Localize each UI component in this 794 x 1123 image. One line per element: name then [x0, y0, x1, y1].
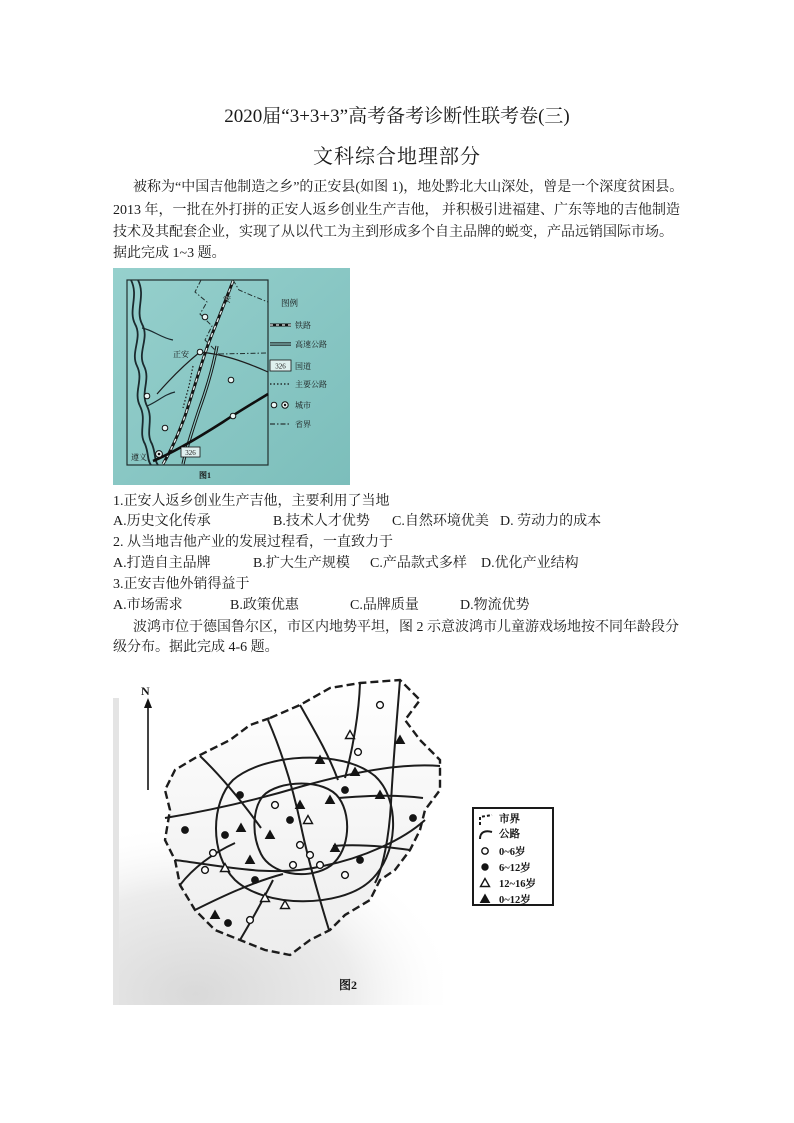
question-3-option-c: C.品牌质量 — [350, 598, 419, 613]
figure-2 — [113, 668, 560, 1005]
legend-age-0-6-marker — [482, 848, 488, 854]
map-background — [113, 268, 350, 485]
legend-age-0-12-label: 0~12岁 — [499, 895, 531, 906]
legend-national-road-badge-text: 326 — [275, 362, 286, 371]
marker-age-6-12 — [182, 827, 189, 834]
passage1-line: 2013 年，一批在外打拼的正安人返乡创业生产吉他， 并积极引进福建、广东等地的吉他制造 — [113, 203, 680, 218]
question-3-option-a: A.市场需求 — [113, 598, 183, 613]
label-an: 安 — [223, 295, 231, 304]
question-2-option-d: D.优化产业结构 — [481, 556, 579, 571]
legend-age-12-16-label: 12~16岁 — [499, 879, 536, 890]
question-2-option-a: A.打造自主品牌 — [113, 556, 211, 571]
question-3-stem: 3.正安吉他外销得益于 — [113, 577, 250, 592]
marker-age-6-12 — [357, 857, 364, 864]
legend-road-label: 公路 — [499, 829, 520, 840]
question-2-option-b: B.扩大生产规模 — [253, 556, 350, 571]
marker-age-0-6 — [297, 842, 304, 849]
figure-1-caption: 图1 — [199, 471, 211, 480]
legend-city-label: 城市 — [295, 401, 311, 410]
legend-railway-label: 铁路 — [295, 321, 311, 330]
legend-title: 图例 — [281, 298, 299, 308]
legend-city-boundary-label: 市界 — [499, 814, 520, 825]
city-marker — [230, 413, 236, 419]
marker-age-0-6 — [290, 862, 297, 869]
question-1-option-d: D. 劳动力的成本 — [500, 514, 602, 529]
legend-national-road-label: 国道 — [295, 362, 311, 371]
city-marker — [162, 425, 168, 431]
question-2-stem: 2. 从当地吉他产业的发展过程看，一直致力于 — [113, 535, 393, 550]
legend-age-6-12-marker — [482, 864, 488, 870]
city-marker — [202, 314, 208, 320]
city-marker — [228, 377, 234, 383]
north-arrow-icon — [144, 698, 152, 790]
legend-age-0-6-label: 0~6岁 — [499, 847, 526, 858]
passage1-line: 被称为“中国吉他制造之乡”的正安县(如图 1)，地处黔北大山深处，曾是一个深度贫困县。 — [133, 180, 684, 195]
scan-edge — [113, 698, 119, 1005]
passage1-line: 据此完成 1~3 题。 — [113, 246, 226, 261]
legend-province-border-label: 省界 — [295, 420, 311, 429]
marker-age-0-6 — [377, 702, 384, 709]
marker-age-0-6 — [202, 867, 209, 874]
marker-age-0-6 — [210, 850, 217, 857]
page-subtitle: 文科综合地理部分 — [313, 146, 481, 168]
figure-1 — [113, 268, 350, 485]
zunyi-city-marker — [156, 451, 163, 458]
marker-age-0-6 — [247, 917, 254, 924]
marker-age-0-6 — [272, 802, 279, 809]
question-3-option-b: B.政策优惠 — [230, 598, 299, 613]
label-road-326: 326 — [185, 449, 196, 457]
figure-2-map — [113, 668, 560, 1005]
question-1-stem: 1.正安人返乡创业生产吉他，主要利用了当地 — [113, 494, 390, 509]
marker-age-0-6 — [355, 749, 362, 756]
question-1-option-c: C.自然环境优美 — [392, 514, 489, 529]
figure-2-caption: 图2 — [339, 978, 358, 992]
marker-age-0-6 — [317, 862, 324, 869]
legend-main-road-label: 主要公路 — [295, 380, 327, 389]
passage2-line: 级分布。据此完成 4-6 题。 — [113, 640, 279, 655]
marker-age-6-12 — [287, 817, 294, 824]
marker-age-6-12 — [237, 792, 244, 799]
marker-age-0-6 — [342, 872, 349, 879]
label-zunyi: 遵义 — [131, 453, 147, 462]
marker-age-6-12 — [225, 920, 232, 927]
north-label: N — [141, 684, 150, 698]
question-3-option-d: D.物流优势 — [460, 598, 530, 613]
question-1-option-a: A.历史文化传承 — [113, 514, 211, 529]
marker-age-6-12 — [252, 877, 259, 884]
question-1-option-b: B.技术人才优势 — [273, 514, 370, 529]
figure-1-map — [113, 268, 350, 485]
label-zhengan: 正安 — [173, 350, 189, 359]
page-title: 2020届“3+3+3”高考备考诊断性联考卷(三) — [224, 106, 570, 127]
city-marker — [197, 349, 203, 355]
marker-age-0-6 — [307, 852, 314, 859]
legend-age-6-12-label: 6~12岁 — [499, 863, 531, 874]
city-marker — [144, 393, 150, 399]
marker-age-6-12 — [410, 815, 417, 822]
marker-age-6-12 — [342, 787, 349, 794]
legend-highway-label: 高速公路 — [295, 340, 327, 349]
passage1-line: 技术及其配套企业，实现了从以代工为主到形成多个自主品牌的蜕变，产品远销国际市场。 — [113, 225, 673, 240]
marker-age-6-12 — [222, 832, 229, 839]
question-2-option-c: C.产品款式多样 — [370, 556, 467, 571]
passage2-line: 波鸿市位于德国鲁尔区，市区内地势平坦，图 2 示意波鸿市儿童游戏场地按不同年龄段分 — [133, 620, 679, 635]
